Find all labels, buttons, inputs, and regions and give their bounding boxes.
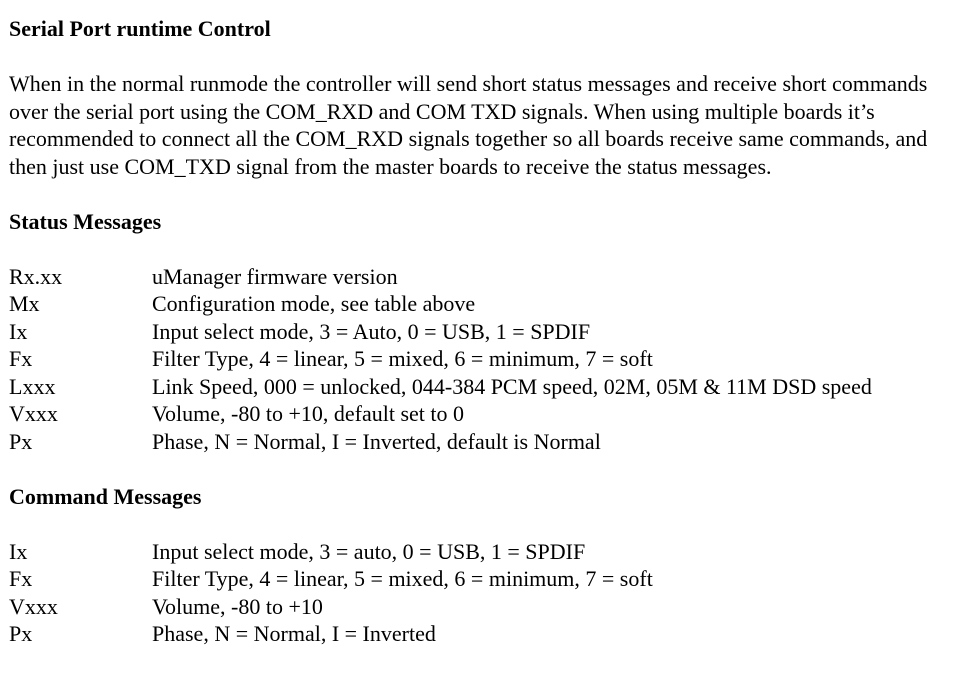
message-description: Volume, -80 to +10, default set to 0	[152, 401, 465, 426]
command-message-row	[9, 593, 969, 621]
message-description: Configuration mode, see table above	[152, 291, 476, 316]
command-messages-list	[9, 538, 969, 648]
message-code: Fx	[9, 566, 33, 591]
message-description: Input select mode, 3 = auto, 0 = USB, 1 = SPDIF	[152, 538, 586, 564]
message-code: Ix	[9, 538, 28, 564]
message-description: Input select mode, 3 = Auto, 0 = USB, 1 = SPDIF	[152, 318, 591, 344]
message-code: Mx	[9, 291, 40, 316]
message-code: Lxxx	[9, 373, 56, 399]
status-message-row	[9, 373, 969, 401]
message-code: Rx.xx	[9, 263, 63, 289]
message-code: Vxxx	[9, 401, 58, 426]
spacer	[9, 180, 969, 208]
status-messages-heading: Status Messages	[9, 208, 162, 234]
spacer	[9, 510, 969, 538]
command-message-row	[9, 620, 969, 648]
spacer	[9, 235, 969, 263]
document-title: Serial Port runtime Control	[9, 16, 271, 41]
spacer	[9, 455, 969, 483]
message-description: Filter Type, 4 = linear, 5 = mixed, 6 = minimum, 7 = soft	[152, 346, 653, 371]
status-messages-list	[9, 263, 969, 456]
message-code: Fx	[9, 346, 33, 371]
status-message-row	[9, 345, 969, 373]
message-description: uManager firmware version	[152, 263, 398, 289]
message-code: Vxxx	[9, 593, 58, 619]
status-message-row	[9, 290, 969, 318]
status-message-row	[9, 400, 969, 428]
message-description: Phase, N = Normal, I = Inverted, default is Normal	[152, 428, 601, 454]
message-description: Filter Type, 4 = linear, 5 = mixed, 6 = minimum, 7 = soft	[152, 566, 653, 591]
command-message-row	[9, 538, 969, 566]
message-code: Px	[9, 428, 33, 454]
message-code: Ix	[9, 318, 28, 344]
command-message-row	[9, 565, 969, 593]
document-page	[9, 15, 969, 648]
spacer	[9, 43, 969, 71]
status-message-row	[9, 318, 969, 346]
intro-paragraph: When in the normal runmode the controller will send short status messages and receive short commands over the serial port using the COM_RXD and COM TXD signals. When using multiple boards it’s recommended to connect all the COM_RXD signals together so all boards receive same commands, and then just use COM_TXD signal from the master boards to receive the status messages.	[9, 71, 928, 179]
message-code: Px	[9, 621, 33, 646]
message-description: Link Speed, 000 = unlocked, 044-384 PCM speed, 02M, 05M & 11M DSD speed	[152, 373, 872, 399]
status-message-row	[9, 428, 969, 456]
message-description: Volume, -80 to +10	[152, 593, 323, 619]
command-messages-heading: Command Messages	[9, 483, 202, 509]
status-message-row	[9, 263, 969, 291]
message-description: Phase, N = Normal, I = Inverted	[152, 621, 436, 646]
